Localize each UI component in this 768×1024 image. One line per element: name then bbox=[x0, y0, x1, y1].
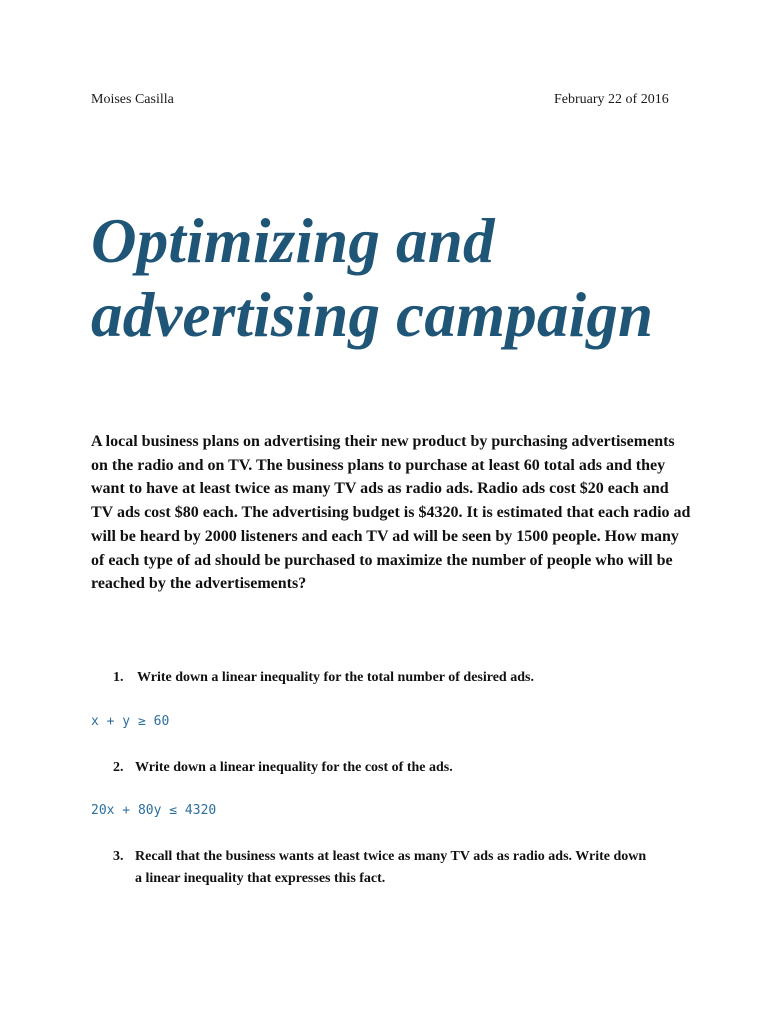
question-number: 1. bbox=[113, 670, 124, 685]
question-text: Write down a linear inequality for the total number of desired ads. bbox=[137, 670, 534, 685]
author-name: Moises Casilla bbox=[91, 92, 174, 107]
document-title: Optimizing and advertising campaign bbox=[91, 206, 654, 350]
question-number: 2. bbox=[113, 760, 124, 775]
answer-1: x + y ≥ 60 bbox=[91, 714, 170, 729]
problem-statement: A local business plans on advertising their new product by purchasing advertisements on the radio and on TV. The business plans to purchase at least 60 total ads and they want to have at least twice as many TV ads as radio ads. Radio ads cost $20 each and TV ads cost $80 each. The advertising budget is $4320. It is estimated that each radio ad will be heard by 2000 listeners and each TV ad will be seen by 1500 people. How many of each type of ad should be purchased to maximize the number of people who will be reached by the advertisements? bbox=[91, 433, 691, 593]
question-number: 3. bbox=[113, 849, 124, 864]
answer-2: 20x + 80y ≤ 4320 bbox=[91, 803, 217, 818]
question-text: Write down a linear inequality for the cost of the ads. bbox=[135, 760, 453, 775]
question-text: Recall that the business wants at least twice as many TV ads as radio ads. Write down a linear inequality that expresses this fact. bbox=[135, 849, 647, 886]
document-date: February 22 of 2016 bbox=[554, 92, 669, 107]
